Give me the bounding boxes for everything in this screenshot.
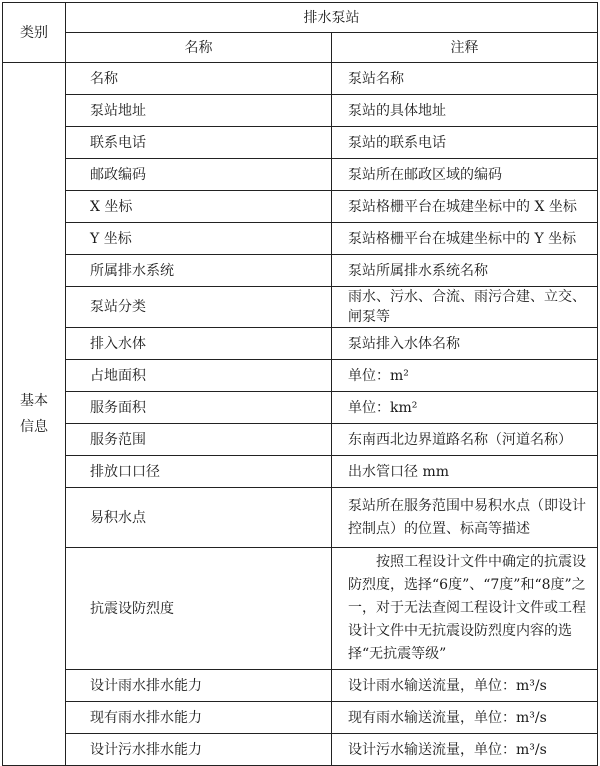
row-note: 泵站格栅平台在城建坐标中的 X 坐标 (332, 191, 598, 223)
table-row (3, 360, 598, 392)
row-name: X 坐标 (66, 191, 332, 223)
row-note: 按照工程设计文件中确定的抗震设防烈度，选择“6度”、“7度”和“8度”之一，对于无法查阅工程设计文件或工程设计文件中无抗震设防烈度内容的选择“无抗震等级” (332, 548, 598, 670)
header-note: 注释 (332, 33, 598, 63)
row-name: 占地面积 (66, 360, 332, 392)
row-note: 设计雨水输送流量，单位：m³/s (332, 670, 598, 702)
row-name: Y 坐标 (66, 223, 332, 255)
table-row (3, 95, 598, 127)
pump-station-table (2, 2, 598, 766)
table-row (3, 223, 598, 255)
row-name: 服务面积 (66, 392, 332, 424)
row-name: 易积水点 (66, 488, 332, 548)
category-cell (3, 63, 66, 766)
row-note: 现有雨水输送流量，单位：m³/s (332, 702, 598, 734)
row-name: 泵站分类 (66, 287, 332, 328)
table-row (3, 127, 598, 159)
row-name: 所属排水系统 (66, 255, 332, 287)
table-row (3, 63, 598, 95)
header-name: 名称 (66, 33, 332, 63)
row-name: 设计雨水排水能力 (66, 670, 332, 702)
row-name: 名称 (66, 63, 332, 95)
row-note: 东南西北边界道路名称（河道名称） (332, 424, 598, 456)
row-name: 排放口口径 (66, 456, 332, 488)
table-row (3, 702, 598, 734)
row-note: 泵站排入水体名称 (332, 328, 598, 360)
table-row (3, 392, 598, 424)
table-row (3, 548, 598, 670)
row-note: 泵站的联系电话 (332, 127, 598, 159)
row-name: 服务范围 (66, 424, 332, 456)
row-note: 单位：km² (332, 392, 598, 424)
row-note: 泵站所属排水系统名称 (332, 255, 598, 287)
row-note: 雨水、污水、合流、雨污合建、立交、闸泵等 (332, 287, 598, 328)
table-row (3, 456, 598, 488)
row-note: 出水管口径 mm (332, 456, 598, 488)
table-row (3, 159, 598, 191)
table-row (3, 287, 598, 328)
table-row (3, 734, 598, 766)
row-name: 联系电话 (66, 127, 332, 159)
header-group: 排水泵站 (66, 3, 598, 33)
table-row (3, 488, 598, 548)
row-note: 泵站所在服务范围中易积水点（即设计控制点）的位置、标高等描述 (332, 488, 598, 548)
row-note: 设计污水输送流量，单位：m³/s (332, 734, 598, 766)
row-name: 抗震设防烈度 (66, 548, 332, 670)
row-name: 邮政编码 (66, 159, 332, 191)
row-name: 设计污水排水能力 (66, 734, 332, 766)
row-note: 单位：m² (332, 360, 598, 392)
row-note: 泵站所在邮政区域的编码 (332, 159, 598, 191)
table-row (3, 328, 598, 360)
header-category: 类别 (3, 3, 66, 63)
table-row (3, 424, 598, 456)
row-note: 泵站格栅平台在城建坐标中的 Y 坐标 (332, 223, 598, 255)
row-name: 排入水体 (66, 328, 332, 360)
row-note: 泵站的具体地址 (332, 95, 598, 127)
table-row (3, 255, 598, 287)
row-note: 泵站名称 (332, 63, 598, 95)
table-row (3, 670, 598, 702)
table-row (3, 191, 598, 223)
row-name: 现有雨水排水能力 (66, 702, 332, 734)
category-label: 基本 信息 (20, 393, 48, 435)
row-name: 泵站地址 (66, 95, 332, 127)
